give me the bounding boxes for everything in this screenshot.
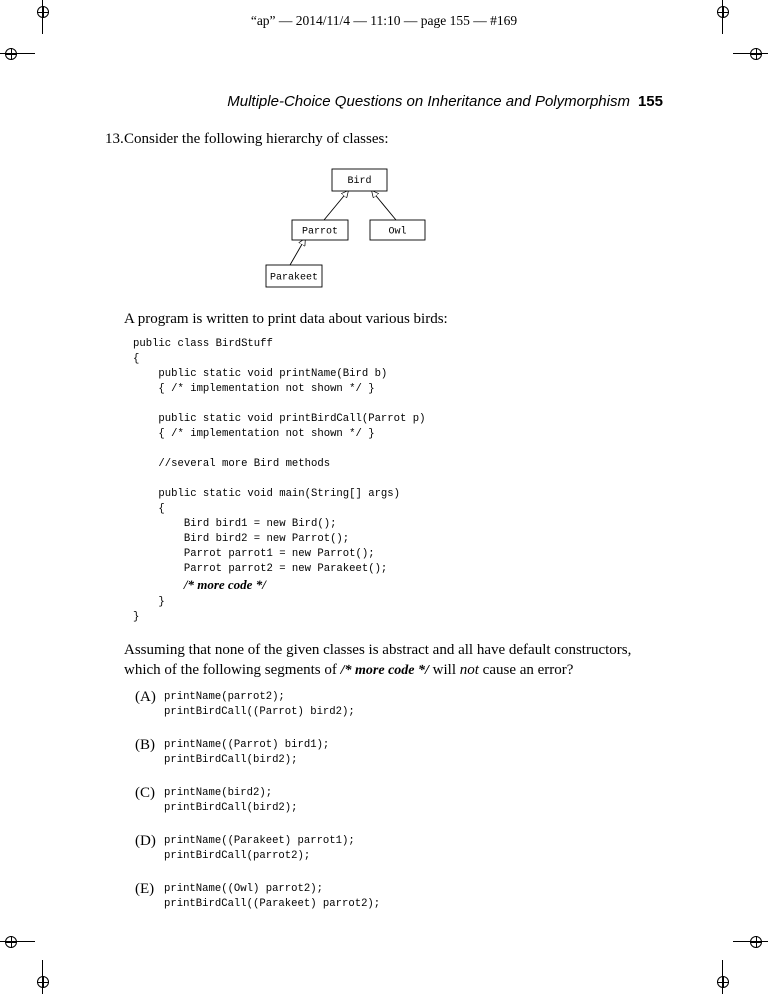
choice-letter: (B) <box>135 737 155 753</box>
printer-slug: “ap” — 2014/11/4 — 11:10 — page 155 — #169 <box>250 13 518 28</box>
code-line: { <box>133 353 140 365</box>
code-line: { <box>133 503 165 515</box>
code-line: public static void printBirdCall(Parrot p) <box>133 413 426 425</box>
code-line: public class BirdStuff <box>133 338 273 350</box>
choice-code <box>164 738 329 768</box>
choice-letter: (D) <box>135 833 156 849</box>
code-line: Parrot parrot2 = new Parakeet(); <box>133 563 388 575</box>
choice-code-line: printBirdCall(bird2); <box>164 802 298 814</box>
code-line: public static void main(String[] args) <box>133 488 401 500</box>
code-line: { /* implementation not shown */ } <box>133 428 375 440</box>
choice-letter: (A) <box>135 689 156 705</box>
question-prompt <box>105 131 389 148</box>
stem-text: Assuming that none of the given classes is abstract and all have default constructors, which of the following segments of <box>124 642 632 678</box>
edge-owl-to-bird <box>372 191 396 220</box>
code-line: } <box>133 611 140 623</box>
code-line: Parrot parrot1 = new Parrot(); <box>133 548 375 560</box>
class-box-parakeet <box>266 265 322 287</box>
choice-code-line: printName((Parrot) bird1); <box>164 739 330 751</box>
choice-code <box>164 690 355 720</box>
choice-code-line: printBirdCall(bird2); <box>164 754 298 766</box>
choice-code-line: printName((Parakeet) parrot1); <box>164 835 355 847</box>
class-box-parrot <box>292 220 348 240</box>
code-line: //several more Bird methods <box>133 458 331 470</box>
running-title: Multiple-Choice Questions on Inheritance and Polymorphism <box>227 93 630 110</box>
class-label-owl: Owl <box>388 226 407 238</box>
class-box-owl <box>370 220 425 240</box>
code-listing <box>133 337 425 625</box>
choice-code-line: printBirdCall(parrot2); <box>164 850 311 862</box>
class-label-bird: Bird <box>347 176 372 187</box>
class-label-parakeet: Parakeet <box>269 272 319 284</box>
choice-code-line: printName(parrot2); <box>164 691 285 703</box>
choice-code-line: printName(bird2); <box>164 787 273 799</box>
more-code-placeholder: /* more code */ <box>183 577 266 592</box>
stem-placeholder-text: /* more code */ <box>340 663 429 678</box>
edge-parrot-to-bird <box>324 191 348 220</box>
stem-emphasis: not <box>459 662 479 678</box>
question-text: Consider the following hierarchy of classes: <box>124 131 389 147</box>
choice-code <box>164 882 380 912</box>
choice-code <box>164 834 355 864</box>
choice-letter: (E) <box>135 881 155 897</box>
stem-text: will <box>428 662 460 678</box>
stem-placeholder <box>341 664 429 678</box>
question-stem <box>124 640 664 681</box>
choice-code-line: printName((Owl) parrot2); <box>164 883 323 895</box>
code-line: Bird bird2 = new Parrot(); <box>133 533 350 545</box>
question-number: 13. <box>105 131 124 147</box>
running-head <box>227 93 663 110</box>
code-line: } <box>133 596 165 608</box>
code-line: { /* implementation not shown */ } <box>133 383 375 395</box>
page-number: 155 <box>637 93 663 110</box>
choice-code-line: printBirdCall((Parakeet) parrot2); <box>164 898 381 910</box>
class-hierarchy-diagram <box>260 165 440 293</box>
edge-parakeet-to-parrot <box>290 239 305 265</box>
program-intro: A program is written to print data about various birds: <box>124 311 448 327</box>
class-label-parrot: Parrot <box>301 226 339 238</box>
code-line: public static void printName(Bird b) <box>133 368 388 380</box>
code-indent <box>133 581 184 593</box>
choice-letter: (C) <box>135 785 155 801</box>
class-box-bird <box>332 169 387 191</box>
choice-code <box>164 786 298 816</box>
stem-text: cause an error? <box>478 662 574 678</box>
code-line: Bird bird1 = new Bird(); <box>133 518 337 530</box>
choice-code-line: printBirdCall((Parrot) bird2); <box>164 706 355 718</box>
